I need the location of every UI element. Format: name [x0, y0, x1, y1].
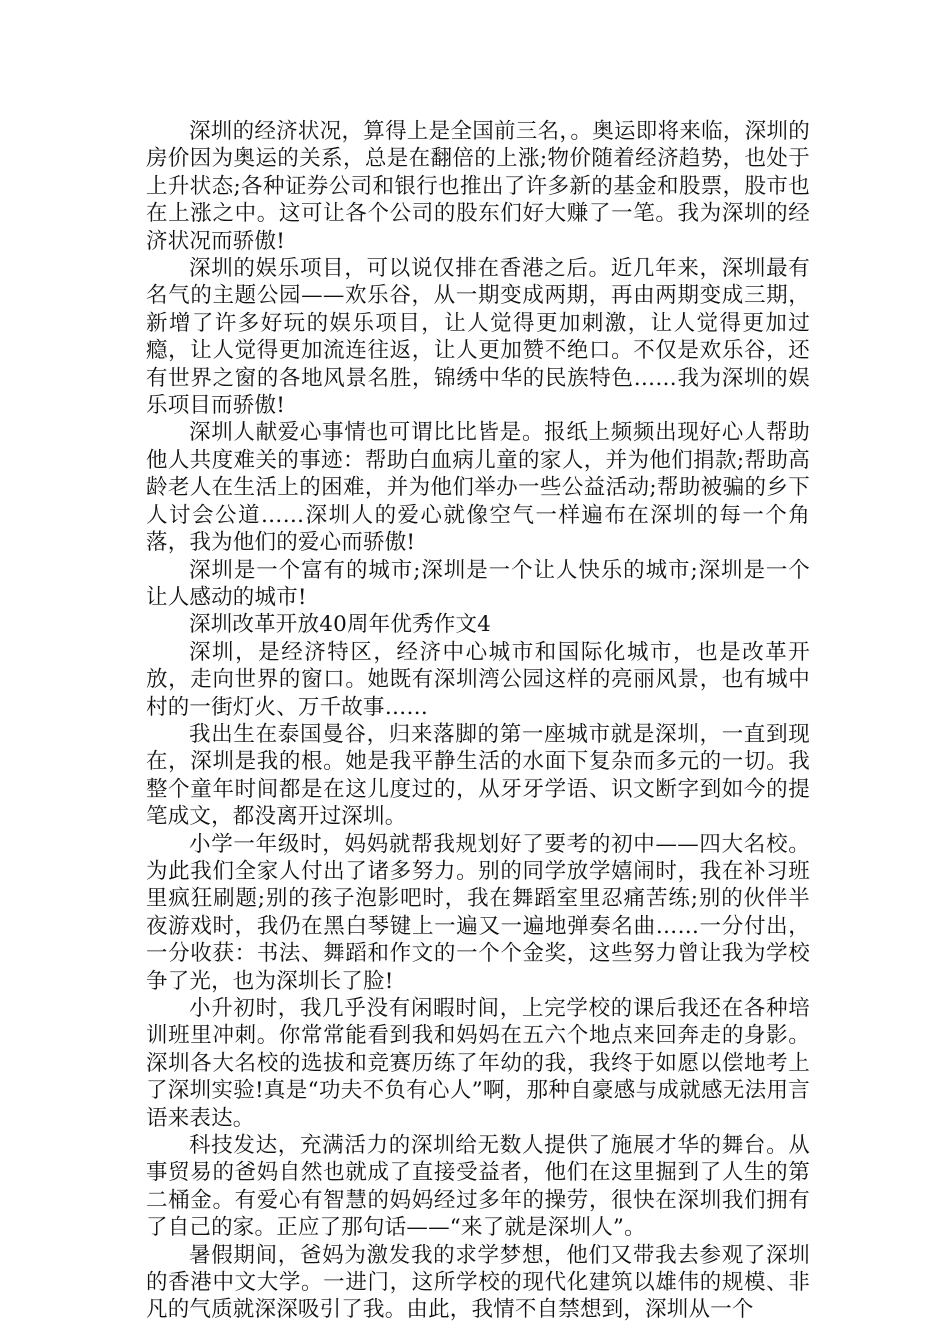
paragraph-economy: 深圳的经济状况，算得上是全国前三名，。奥运即将来临，深圳的房价因为奥运的关系，总是在翻倍的上涨;物价随着经济趋势，也处于上升状态;各种证券公司和银行也推出了许多新的基金和股票，股市也在上涨之中。这可让各个公司的股东们好大赚了一笔。我为深圳的经济状况而骄傲! [146, 119, 810, 254]
paragraph-technology: 科技发达，充满活力的深圳给无数人提供了施展才华的舞台。从事贸易的爸妈自然也就成了直接受益者，他们在这里掘到了人生的第二桶金。有爱心有智慧的妈妈经过多年的操劳，很快在深圳我们拥有了自己的家。正应了那句话——“来了就是深圳人”。 [146, 1133, 810, 1241]
paragraph-middle-school: 小升初时，我几乎没有闲暇时间，上完学校的课后我还在各种培训班里冲刺。你常常能看到我和妈妈在五六个地点来回奔走的身影。深圳各大名校的选拔和竞赛历练了年幼的我，我终于如愿以偿地考上了深圳实验!真是“功夫不负有心人”啊，那种自豪感与成就感无法用言语来表达。 [146, 996, 810, 1131]
paragraph-charity: 深圳人献爱心事情也可谓比比皆是。报纸上频频出现好心人帮助他人共度难关的事迹：帮助白血病儿童的家人，并为他们捐款;帮助高龄老人在生活上的困难，并为他们举办一些公益活动;帮助被骗的乡下人讨会公道……深圳人的爱心就像空气一样遍布在深圳的每一个角落，我为他们的爱心而骄傲! [146, 420, 810, 556]
paragraph-summer: 暑假期间，爸妈为激发我的求学梦想，他们又带我去参观了深圳的香港中文大学。一进门，这所学校的现代化建筑以雄伟的规模、非凡的气质就深深吸引了我。由此，我情不自禁想到，深圳从一个 [146, 1242, 810, 1323]
essay-heading: 深圳改革开放40周年优秀作文4 [189, 612, 492, 638]
paragraph-birth: 我出生在泰国曼谷，归来落脚的第一座城市就是深圳，一直到现在，深圳是我的根。她是我平静生活的水面下复杂而多元的一切。我整个童年时间都是在这儿度过的，从牙牙学语、识文断字到如今的提笔成文，都没离开过深圳。 [146, 721, 810, 830]
paragraph-summary: 深圳是一个富有的城市;深圳是一个让人快乐的城市;深圳是一个让人感动的城市! [146, 557, 810, 610]
paragraph-entertainment: 深圳的娱乐项目，可以说仅排在香港之后。近几年来，深圳最有名气的主题公园——欢乐谷，从一期变成两期，再由两期变成三期，新增了许多好玩的娱乐项目，让人觉得更加刺激，让人觉得更加过瘾，让人觉得更加流连往返，让人更加赞不绝口。不仅是欢乐谷，还有世界之窗的各地风景名胜，锦绣中华的民族特色……我为深圳的娱乐项目而骄傲! [146, 256, 810, 419]
paragraph-primary-school: 小学一年级时，妈妈就帮我规划好了要考的初中——四大名校。为此我们全家人付出了诸多努力。别的同学放学嬉闹时，我在补习班里疯狂刷题;别的孩子泡影吧时，我在舞蹈室里忍痛苦练;别的伙伴半夜游戏时，我仍在黑白琴键上一遍又一遍地弹奏名曲……一分付出，一分收获：书法、舞蹈和作文的一个个金奖，这些努力曾让我为学校争了光，也为深圳长了脸! [146, 831, 810, 994]
paragraph-intro: 深圳，是经济特区，经济中心城市和国际化城市，也是改革开放，走向世界的窗口。她既有深圳湾公园这样的亮丽风景，也有城中村的一街灯火、万千故事…… [146, 639, 810, 720]
document-body [146, 118, 810, 1324]
